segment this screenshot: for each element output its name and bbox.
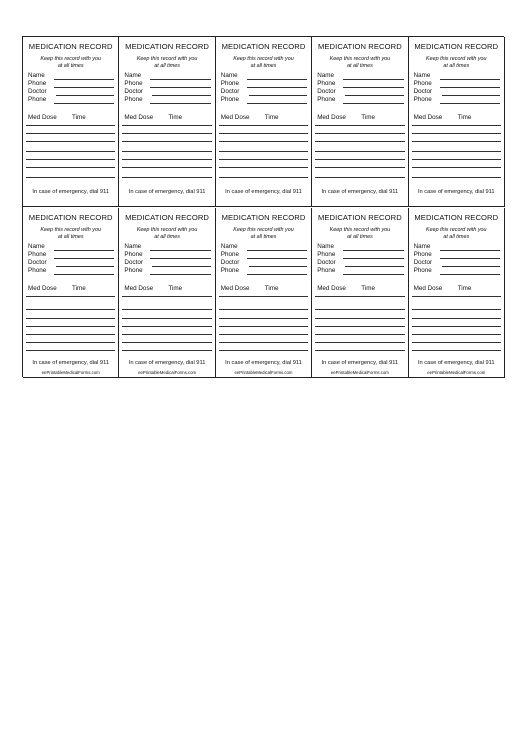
card-title: MEDICATION RECORD bbox=[28, 42, 113, 51]
med-dose-label: Med Dose bbox=[220, 284, 250, 292]
medication-entry-line[interactable] bbox=[412, 342, 501, 343]
medication-entry-line[interactable] bbox=[315, 141, 404, 142]
med-dose-header bbox=[413, 284, 472, 292]
field-input-phone-2[interactable] bbox=[54, 274, 114, 275]
keep-record-note bbox=[409, 227, 504, 242]
medication-record-sheet bbox=[22, 36, 504, 377]
medication-card bbox=[23, 208, 119, 378]
keep-record-note bbox=[119, 56, 214, 71]
keep-note-line2: at all times bbox=[154, 233, 180, 240]
website-footer: eePrintableMedicalForms.com bbox=[41, 369, 100, 375]
field-label-name: Name bbox=[317, 72, 334, 79]
medication-entry-line[interactable] bbox=[26, 334, 115, 335]
field-input-phone[interactable] bbox=[247, 258, 307, 259]
emergency-note: In case of emergency, dial 911 bbox=[321, 189, 399, 195]
keep-record-note bbox=[119, 227, 214, 242]
field-input-phone[interactable] bbox=[247, 87, 307, 88]
medication-entry-line[interactable] bbox=[315, 167, 404, 168]
medication-entry-line[interactable] bbox=[26, 296, 115, 297]
field-label-phone-2: Phone bbox=[317, 266, 336, 274]
keep-note-line2: at all times bbox=[250, 63, 277, 70]
keep-note-line1: Keep this record with you bbox=[136, 226, 198, 233]
field-label-doctor: Doctor bbox=[220, 258, 240, 266]
field-label-phone: Phone bbox=[317, 80, 336, 87]
field-label-name: Name bbox=[220, 72, 238, 79]
med-dose-label: Med Dose bbox=[413, 114, 443, 121]
emergency-note: In case of emergency, dial 911 bbox=[32, 189, 109, 195]
medication-entry-line[interactable] bbox=[315, 326, 404, 327]
medication-entry-line[interactable] bbox=[26, 125, 115, 126]
medication-entry-line[interactable] bbox=[122, 167, 211, 168]
field-label-phone-2: Phone bbox=[28, 266, 47, 274]
field-label-doctor: Doctor bbox=[413, 88, 433, 95]
medication-entry-line[interactable] bbox=[122, 309, 211, 310]
medication-entry-line[interactable] bbox=[26, 318, 115, 319]
medication-entry-line[interactable] bbox=[219, 326, 308, 327]
field-input-doctor[interactable] bbox=[249, 266, 307, 267]
field-input-name[interactable] bbox=[150, 79, 210, 80]
med-dose-header bbox=[220, 284, 279, 292]
medication-entry-line[interactable] bbox=[219, 133, 308, 134]
medication-entry-line[interactable] bbox=[26, 141, 115, 142]
keep-note-line2: at all times bbox=[347, 63, 373, 70]
card-title: MEDICATION RECORD bbox=[414, 212, 499, 222]
medication-card bbox=[409, 37, 505, 207]
time-label: Time bbox=[168, 284, 183, 292]
keep-note-line1: Keep this record with you bbox=[329, 56, 391, 62]
med-dose-header bbox=[317, 284, 375, 292]
med-dose-label: Med Dose bbox=[317, 284, 346, 292]
field-input-doctor[interactable] bbox=[442, 266, 500, 267]
field-label-doctor: Doctor bbox=[317, 258, 336, 266]
medication-entry-line[interactable] bbox=[412, 125, 501, 126]
field-input-phone-2[interactable] bbox=[54, 103, 114, 104]
med-dose-label: Med Dose bbox=[124, 114, 154, 121]
website-footer: eePrintableMedicalForms.com bbox=[138, 369, 197, 375]
emergency-note: In case of emergency, dial 911 bbox=[225, 189, 302, 195]
field-input-name[interactable] bbox=[440, 250, 500, 251]
field-label-phone: Phone bbox=[413, 80, 432, 87]
medication-entry-line[interactable] bbox=[219, 125, 308, 126]
med-dose-header bbox=[220, 114, 279, 121]
field-label-name: Name bbox=[28, 242, 45, 250]
medication-entry-line[interactable] bbox=[412, 141, 501, 142]
website-footer: eePrintableMedicalForms.com bbox=[330, 369, 389, 375]
field-label-name: Name bbox=[28, 72, 45, 79]
keep-note-line2: at all times bbox=[57, 233, 84, 240]
keep-note-line2: at all times bbox=[250, 233, 277, 240]
field-input-phone-2[interactable] bbox=[440, 103, 500, 104]
keep-note-line2: at all times bbox=[57, 63, 84, 70]
medication-entry-line[interactable] bbox=[315, 177, 404, 178]
keep-record-note bbox=[216, 56, 311, 71]
field-label-name: Name bbox=[124, 242, 142, 250]
field-input-name[interactable] bbox=[247, 79, 307, 80]
field-input-phone[interactable] bbox=[54, 87, 114, 88]
field-label-phone-2: Phone bbox=[220, 266, 240, 274]
field-input-phone[interactable] bbox=[440, 87, 500, 88]
field-label-phone-2: Phone bbox=[413, 266, 432, 274]
medication-entry-line[interactable] bbox=[412, 167, 501, 168]
medication-entry-line[interactable] bbox=[122, 326, 211, 327]
medication-entry-line[interactable] bbox=[412, 133, 501, 134]
time-label: Time bbox=[264, 284, 279, 292]
field-label-phone: Phone bbox=[220, 250, 240, 258]
medication-entry-line[interactable] bbox=[219, 167, 308, 168]
field-label-phone-2: Phone bbox=[317, 96, 336, 103]
medication-entry-line[interactable] bbox=[219, 159, 308, 160]
med-dose-label: Med Dose bbox=[124, 284, 154, 292]
field-label-phone-2: Phone bbox=[124, 266, 143, 274]
field-label-phone-2: Phone bbox=[220, 96, 240, 103]
medication-entry-line[interactable] bbox=[122, 151, 211, 152]
time-label: Time bbox=[72, 114, 86, 121]
medication-card bbox=[216, 37, 312, 207]
keep-record-note bbox=[23, 227, 118, 242]
medication-entry-line[interactable] bbox=[122, 318, 211, 319]
med-dose-header bbox=[28, 284, 86, 292]
medication-entry-line[interactable] bbox=[412, 326, 501, 327]
keep-note-line1: Keep this record with you bbox=[329, 226, 391, 233]
medication-entry-line[interactable] bbox=[315, 151, 404, 152]
field-input-phone[interactable] bbox=[343, 258, 403, 259]
keep-note-line1: Keep this record with you bbox=[426, 226, 487, 233]
field-label-phone-2: Phone bbox=[28, 96, 47, 103]
medication-card bbox=[119, 37, 215, 207]
field-input-doctor[interactable] bbox=[56, 95, 114, 96]
field-label-doctor: Doctor bbox=[124, 258, 143, 266]
emergency-note: In case of emergency, dial 911 bbox=[417, 359, 495, 366]
med-dose-label: Med Dose bbox=[220, 114, 250, 121]
medication-entry-line[interactable] bbox=[26, 350, 115, 351]
medication-entry-line[interactable] bbox=[412, 318, 501, 319]
medication-entry-line[interactable] bbox=[412, 159, 501, 160]
emergency-note: In case of emergency, dial 911 bbox=[225, 359, 302, 366]
field-label-phone: Phone bbox=[124, 250, 143, 258]
medication-entry-line[interactable] bbox=[412, 350, 501, 351]
field-label-doctor: Doctor bbox=[124, 88, 143, 95]
medication-entry-line[interactable] bbox=[26, 309, 115, 310]
field-label-doctor: Doctor bbox=[317, 88, 336, 95]
medication-entry-line[interactable] bbox=[315, 350, 404, 351]
medication-entry-line[interactable] bbox=[122, 342, 211, 343]
keep-record-note bbox=[409, 56, 504, 71]
field-input-phone[interactable] bbox=[440, 258, 500, 259]
keep-record-note bbox=[312, 227, 407, 242]
medication-entry-line[interactable] bbox=[122, 125, 211, 126]
keep-note-line2: at all times bbox=[347, 233, 373, 240]
medication-entry-line[interactable] bbox=[122, 334, 211, 335]
card-title: MEDICATION RECORD bbox=[317, 42, 402, 51]
field-input-doctor[interactable] bbox=[56, 266, 114, 267]
website-footer: eePrintableMedicalForms.com bbox=[234, 369, 293, 375]
medication-entry-line[interactable] bbox=[315, 342, 404, 343]
field-input-doctor[interactable] bbox=[345, 266, 403, 267]
med-dose-header bbox=[413, 114, 472, 121]
med-dose-label: Med Dose bbox=[28, 114, 57, 121]
field-input-name[interactable] bbox=[343, 79, 403, 80]
medication-entry-line[interactable] bbox=[315, 296, 404, 297]
field-input-doctor[interactable] bbox=[249, 95, 307, 96]
medication-entry-line[interactable] bbox=[412, 177, 501, 178]
field-input-doctor[interactable] bbox=[345, 95, 403, 96]
medication-entry-line[interactable] bbox=[122, 133, 211, 134]
keep-note-line1: Keep this record with you bbox=[40, 226, 101, 233]
keep-note-line1: Keep this record with you bbox=[426, 56, 487, 62]
field-input-phone[interactable] bbox=[343, 87, 403, 88]
emergency-note: In case of emergency, dial 911 bbox=[32, 359, 109, 366]
emergency-note: In case of emergency, dial 911 bbox=[128, 189, 206, 195]
field-input-phone-2[interactable] bbox=[150, 274, 210, 275]
field-label-name: Name bbox=[124, 72, 142, 79]
keep-note-line2: at all times bbox=[443, 63, 470, 70]
medication-entry-line[interactable] bbox=[26, 133, 115, 134]
medication-entry-line[interactable] bbox=[26, 342, 115, 343]
field-label-phone: Phone bbox=[317, 250, 336, 258]
keep-record-note bbox=[23, 56, 118, 71]
medication-entry-line[interactable] bbox=[315, 318, 404, 319]
field-label-name: Name bbox=[317, 242, 334, 250]
med-dose-label: Med Dose bbox=[413, 284, 443, 292]
medication-entry-line[interactable] bbox=[26, 151, 115, 152]
medication-card bbox=[312, 37, 408, 207]
card-title: MEDICATION RECORD bbox=[125, 212, 209, 222]
med-dose-label: Med Dose bbox=[317, 114, 346, 121]
keep-record-note bbox=[312, 56, 407, 71]
field-input-phone-2[interactable] bbox=[343, 103, 403, 104]
medication-entry-line[interactable] bbox=[315, 334, 404, 335]
field-input-phone-2[interactable] bbox=[343, 274, 403, 275]
field-input-phone[interactable] bbox=[150, 87, 210, 88]
field-label-name: Name bbox=[413, 242, 431, 250]
medication-entry-line[interactable] bbox=[122, 350, 211, 351]
field-label-phone: Phone bbox=[124, 80, 143, 87]
keep-note-line1: Keep this record with you bbox=[233, 226, 294, 233]
medication-entry-line[interactable] bbox=[219, 151, 308, 152]
field-input-name[interactable] bbox=[54, 250, 114, 251]
field-label-name: Name bbox=[220, 242, 238, 250]
medication-entry-line[interactable] bbox=[219, 309, 308, 310]
field-label-doctor: Doctor bbox=[220, 88, 240, 95]
field-label-phone-2: Phone bbox=[124, 96, 143, 103]
medication-entry-line[interactable] bbox=[122, 177, 211, 178]
medication-card bbox=[409, 208, 505, 378]
field-input-doctor[interactable] bbox=[152, 266, 210, 267]
time-label: Time bbox=[264, 114, 279, 121]
field-input-name[interactable] bbox=[247, 250, 307, 251]
medication-entry-line[interactable] bbox=[122, 159, 211, 160]
medication-card bbox=[119, 208, 215, 378]
keep-note-line1: Keep this record with you bbox=[136, 56, 198, 62]
medication-entry-line[interactable] bbox=[26, 177, 115, 178]
medication-entry-line[interactable] bbox=[219, 342, 308, 343]
medication-entry-line[interactable] bbox=[315, 159, 404, 160]
field-label-phone-2: Phone bbox=[413, 96, 432, 103]
emergency-note: In case of emergency, dial 911 bbox=[321, 359, 399, 366]
field-input-name[interactable] bbox=[54, 79, 114, 80]
website-footer: eePrintableMedicalForms.com bbox=[427, 369, 486, 375]
med-dose-label: Med Dose bbox=[28, 284, 57, 292]
keep-note-line2: at all times bbox=[443, 233, 470, 240]
medication-entry-line[interactable] bbox=[26, 326, 115, 327]
medication-entry-line[interactable] bbox=[412, 334, 501, 335]
time-label: Time bbox=[168, 114, 183, 121]
card-title: MEDICATION RECORD bbox=[221, 212, 306, 222]
medication-entry-line[interactable] bbox=[219, 350, 308, 351]
field-input-phone-2[interactable] bbox=[150, 103, 210, 104]
medication-entry-line[interactable] bbox=[26, 159, 115, 160]
medication-card bbox=[312, 208, 408, 378]
time-label: Time bbox=[457, 114, 472, 121]
time-label: Time bbox=[361, 284, 375, 292]
card-title: MEDICATION RECORD bbox=[125, 42, 209, 51]
field-label-phone: Phone bbox=[28, 80, 47, 87]
card-title: MEDICATION RECORD bbox=[317, 212, 402, 222]
field-label-doctor: Doctor bbox=[28, 88, 47, 95]
field-input-phone-2[interactable] bbox=[247, 103, 307, 104]
field-label-doctor: Doctor bbox=[413, 258, 433, 266]
med-dose-header bbox=[28, 114, 86, 121]
field-label-doctor: Doctor bbox=[28, 258, 47, 266]
field-input-phone[interactable] bbox=[54, 258, 114, 259]
medication-card bbox=[216, 208, 312, 378]
medication-entry-line[interactable] bbox=[315, 309, 404, 310]
field-input-name[interactable] bbox=[150, 250, 210, 251]
field-input-name[interactable] bbox=[440, 79, 500, 80]
medication-entry-line[interactable] bbox=[219, 177, 308, 178]
field-input-doctor[interactable] bbox=[152, 95, 210, 96]
medication-entry-line[interactable] bbox=[219, 296, 308, 297]
field-input-phone-2[interactable] bbox=[440, 274, 500, 275]
medication-card bbox=[23, 37, 119, 207]
keep-note-line2: at all times bbox=[154, 63, 180, 70]
medication-entry-line[interactable] bbox=[315, 125, 404, 126]
card-title: MEDICATION RECORD bbox=[414, 42, 499, 51]
medication-entry-line[interactable] bbox=[122, 296, 211, 297]
medication-entry-line[interactable] bbox=[219, 318, 308, 319]
medication-entry-line[interactable] bbox=[26, 167, 115, 168]
medication-entry-line[interactable] bbox=[219, 141, 308, 142]
time-label: Time bbox=[361, 114, 375, 121]
medication-entry-line[interactable] bbox=[412, 296, 501, 297]
med-dose-header bbox=[124, 114, 183, 121]
medication-entry-line[interactable] bbox=[412, 151, 501, 152]
keep-note-line1: Keep this record with you bbox=[233, 56, 294, 62]
emergency-note: In case of emergency, dial 911 bbox=[417, 189, 495, 195]
medication-entry-line[interactable] bbox=[315, 133, 404, 134]
medication-entry-line[interactable] bbox=[122, 141, 211, 142]
keep-note-line1: Keep this record with you bbox=[40, 56, 101, 62]
field-input-name[interactable] bbox=[343, 250, 403, 251]
field-input-phone-2[interactable] bbox=[247, 274, 307, 275]
med-dose-header bbox=[124, 284, 183, 292]
time-label: Time bbox=[457, 284, 472, 292]
field-label-phone: Phone bbox=[28, 250, 47, 258]
field-input-phone[interactable] bbox=[150, 258, 210, 259]
medication-entry-line[interactable] bbox=[219, 334, 308, 335]
field-label-phone: Phone bbox=[220, 80, 240, 87]
emergency-note: In case of emergency, dial 911 bbox=[128, 359, 206, 366]
med-dose-header bbox=[317, 114, 375, 121]
keep-record-note bbox=[216, 227, 311, 242]
field-label-phone: Phone bbox=[413, 250, 432, 258]
field-label-name: Name bbox=[413, 72, 431, 79]
medication-entry-line[interactable] bbox=[412, 309, 501, 310]
field-input-doctor[interactable] bbox=[442, 95, 500, 96]
card-title: MEDICATION RECORD bbox=[28, 212, 113, 222]
card-title: MEDICATION RECORD bbox=[221, 42, 306, 51]
time-label: Time bbox=[72, 284, 86, 292]
